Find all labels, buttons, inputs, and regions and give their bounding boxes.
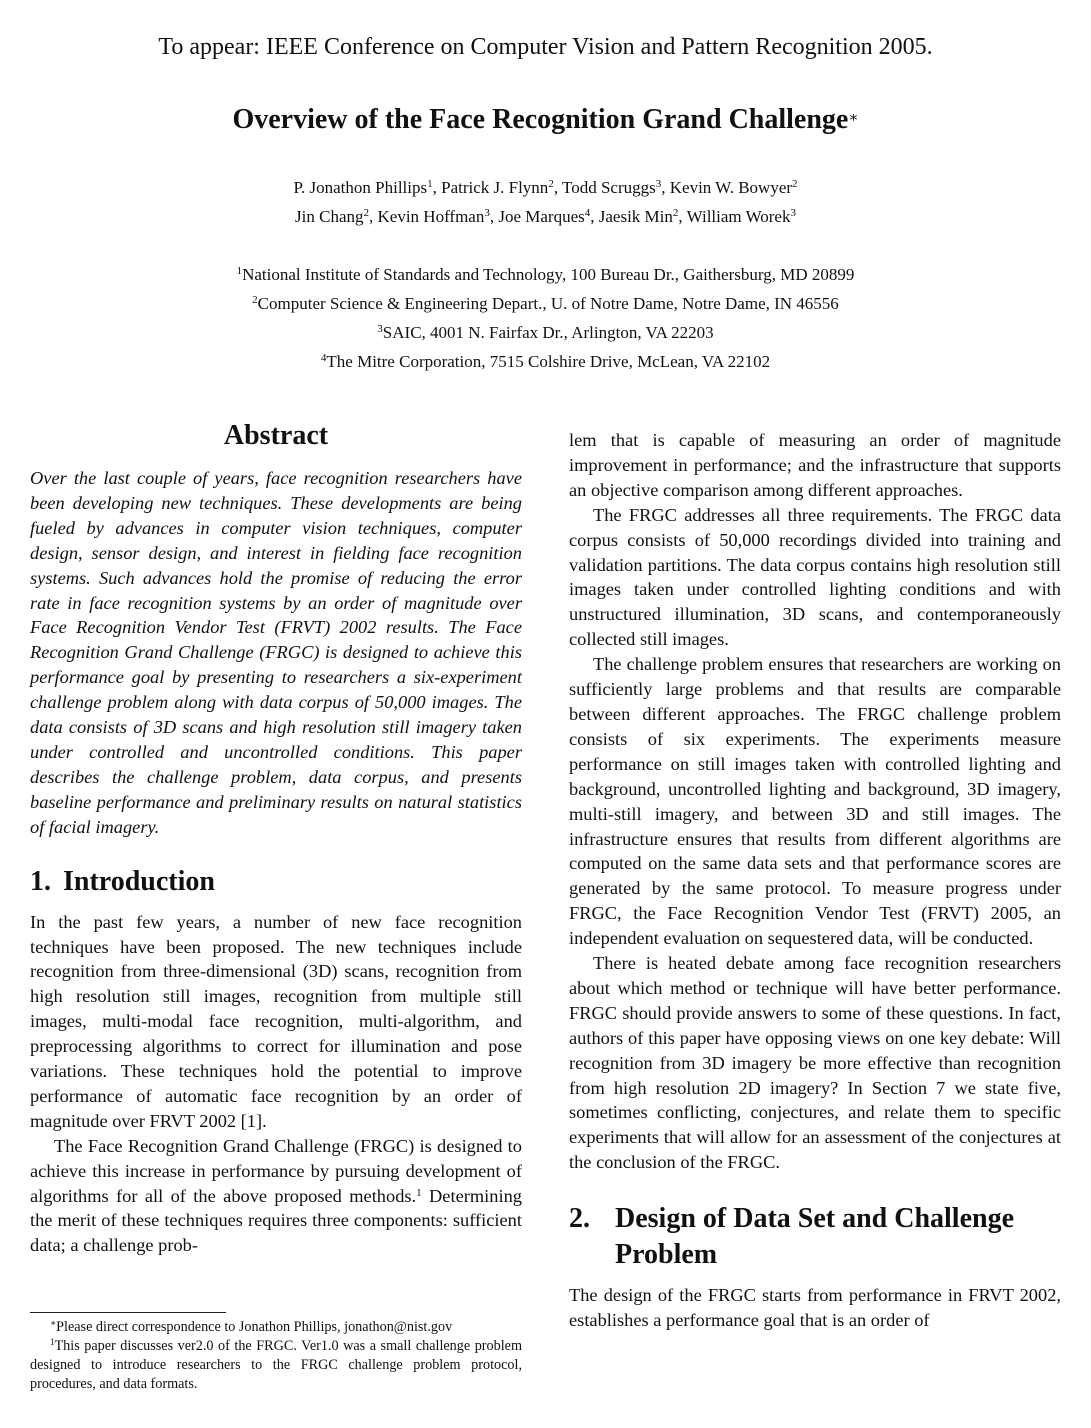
affiliation [0,260,1091,289]
affiliation-mark: 3 [377,323,383,335]
author: Todd Scruggs [562,178,656,197]
affiliation-mark: 2 [252,294,258,306]
author-sep: , [553,178,563,197]
author-sep: , [432,178,442,197]
paragraph: In the past few years, a number of new face recognition techniques have been proposed. The new techniques include recognition from three-dimensional (3D) scans, recognition from high resolution still images, recognition from multiple still images, multi-modal face recognition, multi-algorithm, and preprocessing algorithms to correct for illumination and pose variations. These techniques hold the potential to improve performance of automatic face recognition by an order of magnitude over FRVT 2002 [1]. [30,911,522,1131]
author-line-1 [0,173,1091,202]
paragraph-text: Determining the merit of these techniques requires three components: sufficient data; a challenge prob- [30,1185,522,1256]
section-number: 2. [569,1203,590,1235]
author-sep: , [489,207,499,226]
author-affil-mark: 3 [790,207,796,219]
author-sep: , [661,178,670,197]
author-sep: , [678,207,687,226]
author: Jaesik Min [598,207,673,226]
abstract [30,418,522,840]
affiliation-text: National Institute of Standards and Technology, 100 Bureau Dr., Gaithersburg, MD 20899 [242,265,855,284]
paragraph [30,1134,522,1259]
paragraph: lem that is capable of measuring an order of magnitude improvement in performance; and the infrastructure that supports an objective comparison among different approaches. [569,430,1061,500]
author: P. Jonathon Phillips [293,178,428,197]
abstract-text: Over the last couple of years, face recognition researchers have been developing new techniques. These developments are being fueled by advances in computer vision techniques, computer design, sensor design, and interest in fielding face recognition systems. Such advances hold the promise of reducing the error rate in face recognition systems by an order of magnitude over Face Recognition Vendor Test (FRVT) 2002 results. The Face Recognition Grand Challenge (FRGC) is designed to achieve this performance goal by presenting to researchers a six-experiment challenge problem along with data corpus of 50,000 images. The data consists of 3D scans and high resolution still imagery taken under controlled and uncontrolled conditions. This paper describes the challenge problem, data corpus, and presents baseline performance and preliminary results on natural statistics of facial imagery. [30,468,522,837]
author: Kevin Hoffman [377,207,485,226]
author-affil-mark: 1 [427,178,433,190]
author: William Worek [686,207,791,226]
paragraph: The design of the FRGC starts from performance in FRVT 2002, establishes a performance goal that is an order of [569,1285,1061,1331]
affiliation-mark: 4 [320,352,327,364]
affiliation [0,289,1091,318]
left-column [30,418,522,1258]
author-affil-mark: 2 [792,178,798,190]
paper-title [0,104,1091,136]
author-sep: , [369,207,378,226]
author-affil-mark: 2 [548,178,554,190]
right-column [569,428,1061,1333]
venue-line: To appear: IEEE Conference on Computer Vision and Pattern Recognition 2005. [158,34,933,60]
paragraph: The FRGC addresses all three requirements. The FRGC data corpus consists of 50,000 recordings divided into training and validation partitions. The data corpus contains high resolution still images taken under controlled lighting conditions and with unstructured illumination, 3D scans, and contemporaneously collected still images. [569,504,1061,650]
paragraph-text: The Face Recognition Grand Challenge (FRGC) is designed to achieve this increase in performance by pursuing development of algorithms for all of the above proposed methods. [30,1135,522,1206]
author-list [0,173,1091,231]
author-affil-mark: 4 [584,207,591,219]
affiliation-text: SAIC, 4001 N. Fairfax Dr., Arlington, VA 22203 [382,323,714,342]
affiliation-text: Computer Science & Engineering Depart., U. of Notre Dame, Notre Dame, IN 46556 [257,294,839,313]
footnote [30,1337,522,1394]
footnote-mark: ∗ [50,1318,57,1328]
footnote-text: Please direct correspondence to Jonathon Phillips, jonathon@nist.gov [56,1319,453,1335]
author: Joe Marques [498,207,585,226]
affiliation-mark: 1 [236,265,243,277]
affiliation [0,318,1091,347]
author: Patrick J. Flynn [441,178,549,197]
section-2-heading [569,1201,1061,1273]
author-line-2 [0,202,1091,231]
introduction-heading [30,864,522,900]
paper-title-text: Overview of the Face Recognition Grand Challenge [232,104,849,135]
introduction-section [30,864,522,1259]
abstract-heading: Abstract [223,420,329,451]
author-affil-mark: 3 [655,178,662,190]
footnote-text: This paper discusses ver2.0 of the FRGC. Ver1.0 was a small challenge problem designed to introduce researchers to the FRGC challenge problem protocol, procedures, and data formats. [30,1338,522,1392]
author-sep: , [590,207,599,226]
footnote [30,1318,522,1337]
section-title: Design of Data Set and Challenge Problem [615,1203,1015,1271]
footnotes [30,1318,522,1394]
author-affil-mark: 2 [363,207,369,219]
author: Kevin W. Bowyer [669,178,793,197]
footnote-ref: 1 [416,1186,422,1199]
affiliation-text: The Mitre Corporation, 7515 Colshire Drive, McLean, VA 22102 [326,352,771,371]
affiliation-list [0,260,1091,376]
paragraph: There is heated debate among face recognition researchers about which method or technique will have better performance. FRGC should provide answers to some of these questions. In fact, authors of this paper have opposing views on one key debate: Will recognition from 3D imagery be more effective than recognition from high resolution 2D imagery? In Section 7 we state five, sometimes conflicting, conjectures, and relate them to specific experiments that will allow for an assessment of the conjectures at the conclusion of the FRGC. [569,953,1061,1173]
affiliation [0,347,1091,376]
author-affil-mark: 3 [484,207,490,219]
author-affil-mark: 2 [672,207,679,219]
title-footnote-mark: ∗ [848,110,859,126]
author: Jin Chang [295,207,364,226]
footnote-mark: 1 [50,1337,55,1347]
section-number: 1. [30,865,51,897]
section-title: Introduction [63,865,215,897]
footnote-divider [30,1312,226,1313]
paragraph: The challenge problem ensures that researchers are working on sufficiently large problems and that results are comparable between different approaches. The FRGC challenge problem consists of six experiments. The experiments measure performance on still images taken with controlled lighting and background, uncontrolled lighting and background, 3D imagery, multi-still imagery, and between 3D and still images. The infrastructure ensures that results from different algorithms are computed on the same data sets and that performance scores are generated by the same protocol. To measure progress under FRGC, the Face Recognition Vendor Test (FRVT) 2005, an independent evaluation on sequestered data, will be conducted. [569,654,1061,949]
